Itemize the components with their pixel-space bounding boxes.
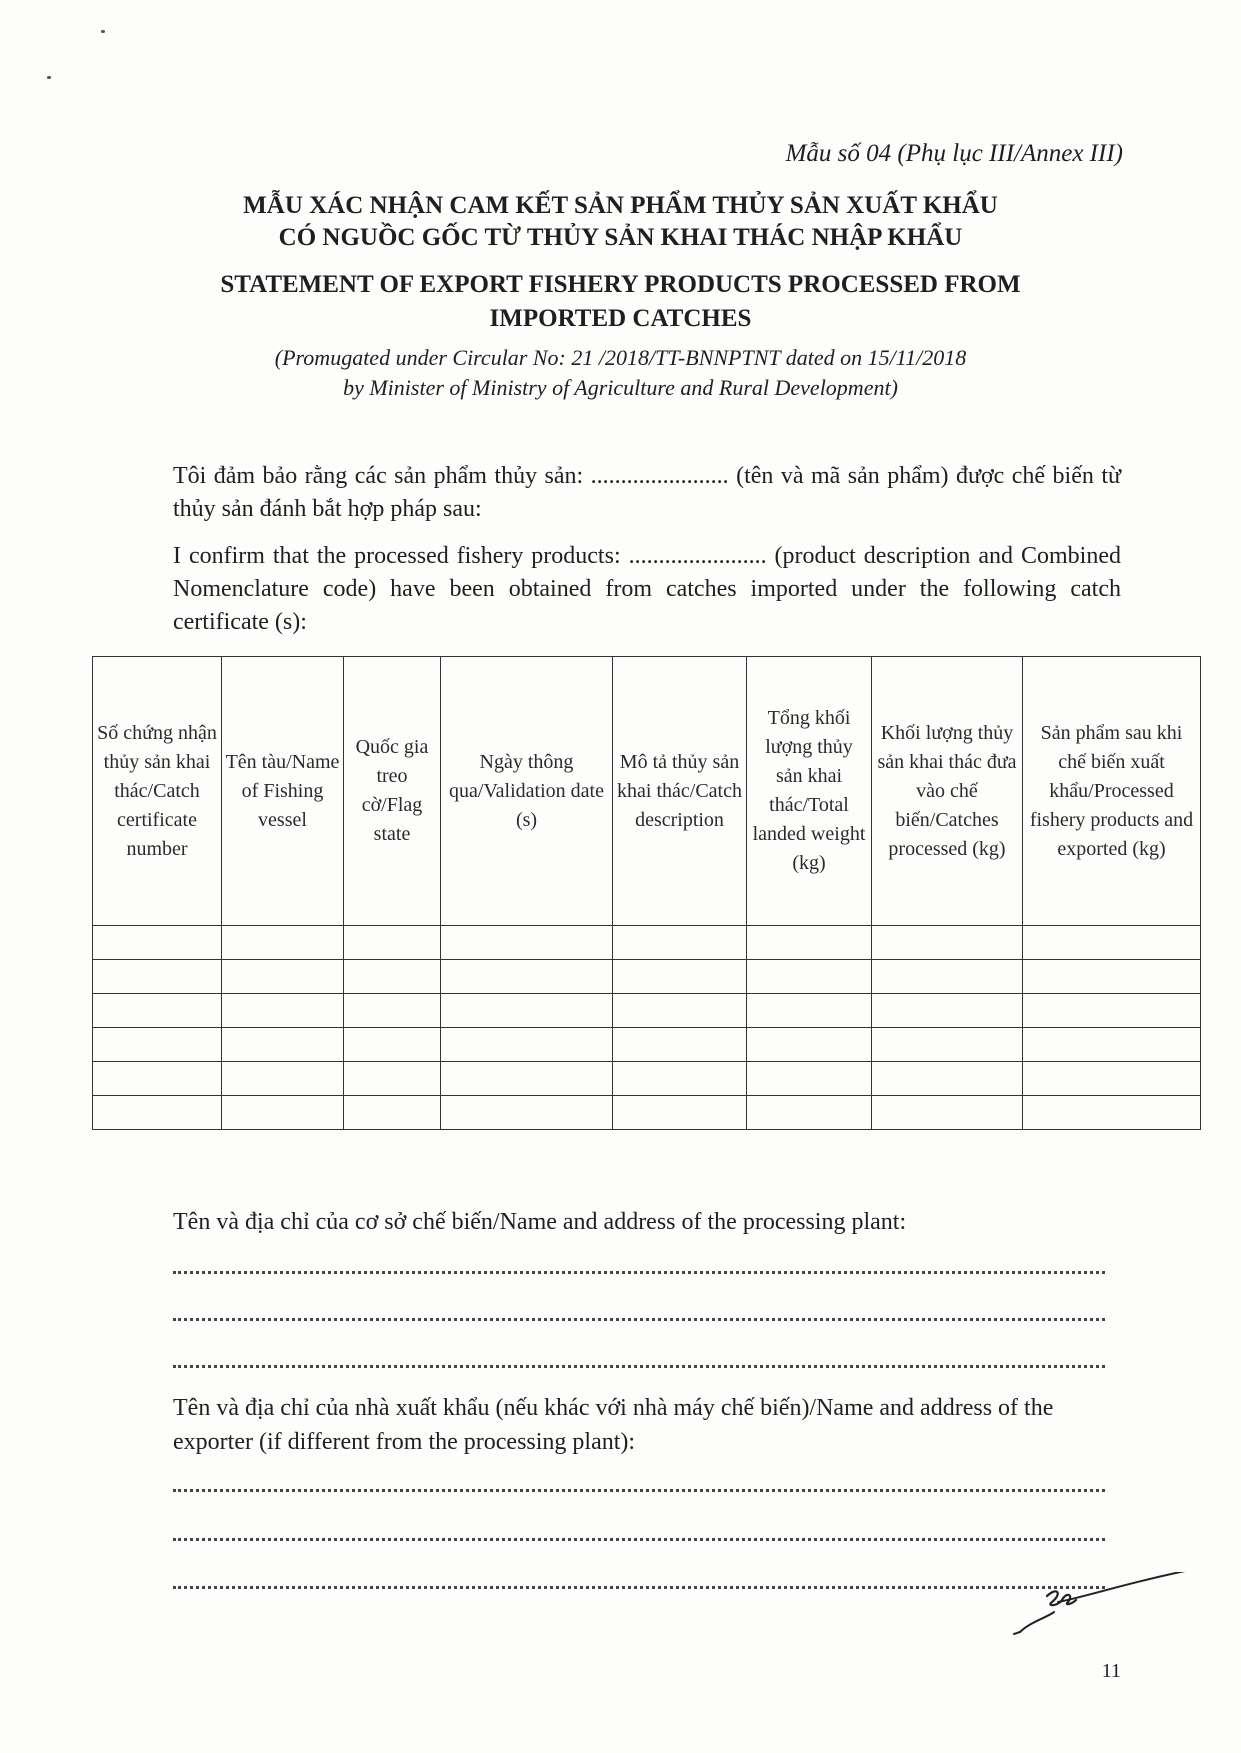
table-row	[93, 1028, 1201, 1062]
table-cell[interactable]	[613, 1062, 747, 1096]
column-header: Số chứng nhận thủy sản khai thác/Catch certificate number	[93, 657, 222, 926]
table-cell[interactable]	[222, 1062, 344, 1096]
promulgation-line: by Minister of Ministry of Agriculture and Rural Development)	[343, 375, 898, 400]
table-cell[interactable]	[747, 1096, 872, 1130]
table-cell[interactable]	[1023, 1062, 1201, 1096]
table-cell[interactable]	[872, 1062, 1023, 1096]
title-vn-line: MẪU XÁC NHẬN CAM KẾT SẢN PHẨM THỦY SẢN XUẤT KHẨU	[243, 192, 998, 219]
table-cell[interactable]	[93, 994, 222, 1028]
table-cell[interactable]	[613, 926, 747, 960]
exporter-label: Tên và địa chỉ của nhà xuất khẩu (nếu khác với nhà máy chế biến)/Name and address of the exporter (if different from the processing plant):	[173, 1395, 1054, 1455]
column-header: Quốc gia treo cờ/Flag state	[344, 657, 441, 926]
table-row	[93, 1096, 1201, 1130]
table-cell[interactable]	[1023, 994, 1201, 1028]
table-row	[93, 960, 1201, 994]
table-cell[interactable]	[872, 994, 1023, 1028]
table-cell[interactable]	[93, 926, 222, 960]
table-cell[interactable]	[1023, 1028, 1201, 1062]
table-cell[interactable]	[222, 926, 344, 960]
column-header: Tên tàu/Name of Fishing vessel	[222, 657, 344, 926]
table-cell[interactable]	[93, 960, 222, 994]
scan-speck	[47, 76, 51, 79]
table-cell[interactable]	[613, 960, 747, 994]
table-cell[interactable]	[93, 1062, 222, 1096]
table-cell[interactable]	[441, 1062, 613, 1096]
table-cell[interactable]	[747, 1062, 872, 1096]
table-cell[interactable]	[93, 1028, 222, 1062]
table-cell[interactable]	[747, 960, 872, 994]
promulgation-note	[0, 343, 1241, 403]
table-cell[interactable]	[441, 960, 613, 994]
title-vietnamese	[0, 190, 1241, 254]
table-cell[interactable]	[747, 926, 872, 960]
column-header: Khối lượng thủy sản khai thác đưa vào chế biến/Catches processed (kg)	[872, 657, 1023, 926]
table-cell[interactable]	[441, 1096, 613, 1130]
promulgation-line: (Promugated under Circular No: 21 /2018/TT-BNNPTNT dated on 15/11/2018	[274, 345, 967, 370]
column-header: Tổng khối lượng thủy sản khai thác/Total landed weight (kg)	[747, 657, 872, 926]
catch-certificate-table	[92, 656, 1201, 1130]
title-en-line: STATEMENT OF EXPORT FISHERY PRODUCTS PROCESSED FROM	[220, 271, 1021, 298]
table-cell[interactable]	[93, 1096, 222, 1130]
table-cell[interactable]	[747, 1028, 872, 1062]
table-cell[interactable]	[344, 994, 441, 1028]
table-cell[interactable]	[344, 1062, 441, 1096]
title-vn-line: CÓ NGUỒC GỐC TỪ THỦY SẢN KHAI THÁC NHẬP KHẨU	[278, 224, 963, 251]
processing-plant-field[interactable]	[173, 1363, 1105, 1368]
exporter-field[interactable]	[173, 1487, 1105, 1492]
table-cell[interactable]	[613, 1096, 747, 1130]
processing-plant-field[interactable]	[173, 1269, 1105, 1274]
table-cell[interactable]	[222, 1096, 344, 1130]
table-cell[interactable]	[1023, 1096, 1201, 1130]
table-row	[93, 994, 1201, 1028]
table-cell[interactable]	[344, 1028, 441, 1062]
table-cell[interactable]	[747, 994, 872, 1028]
column-header: Mô tả thủy sản khai thác/Catch description	[613, 657, 747, 926]
table-cell[interactable]	[872, 1096, 1023, 1130]
column-header: Sản phẩm sau khi chế biến xuất khẩu/Processed fishery products and exported (kg)	[1023, 657, 1201, 926]
table-cell[interactable]	[1023, 960, 1201, 994]
table-cell[interactable]	[222, 960, 344, 994]
statement-vietnamese: Tôi đảm bảo rằng các sản phẩm thủy sản: ....................... (tên và mã sản phẩm) được chế biến từ thủy sản đánh bắt hợp pháp sau:	[173, 463, 1121, 522]
statement-english: I confirm that the processed fishery products: ....................... (product description and Combined Nomenclature code) have been obtained from catches imported under the following catch certificate (s):	[173, 543, 1121, 635]
table-cell[interactable]	[441, 926, 613, 960]
exporter-field[interactable]	[173, 1584, 1105, 1589]
table-cell[interactable]	[222, 994, 344, 1028]
annex-label: Mẫu số 04 (Phụ lục III/Annex III)	[785, 140, 1123, 167]
table-cell[interactable]	[344, 960, 441, 994]
table-cell[interactable]	[222, 1028, 344, 1062]
title-en-line: IMPORTED CATCHES	[489, 305, 752, 332]
table-cell[interactable]	[344, 1096, 441, 1130]
table-row	[93, 926, 1201, 960]
table-cell[interactable]	[872, 960, 1023, 994]
table-cell[interactable]	[613, 994, 747, 1028]
scan-speck	[101, 30, 105, 33]
table-cell[interactable]	[344, 926, 441, 960]
exporter-field[interactable]	[173, 1536, 1105, 1541]
table-cell[interactable]	[613, 1028, 747, 1062]
table-row	[93, 1062, 1201, 1096]
table-cell[interactable]	[441, 1028, 613, 1062]
table-header-row	[93, 657, 1201, 926]
title-english	[0, 268, 1241, 336]
table-cell[interactable]	[441, 994, 613, 1028]
column-header: Ngày thông qua/Validation date (s)	[441, 657, 613, 926]
table-cell[interactable]	[1023, 926, 1201, 960]
initial-signature	[1010, 1572, 1200, 1652]
page-number: 11	[1101, 1660, 1121, 1682]
processing-plant-label: Tên và địa chỉ của cơ sở chế biến/Name and address of the processing plant:	[173, 1209, 907, 1235]
table-cell[interactable]	[872, 926, 1023, 960]
table-cell[interactable]	[872, 1028, 1023, 1062]
processing-plant-field[interactable]	[173, 1316, 1105, 1321]
